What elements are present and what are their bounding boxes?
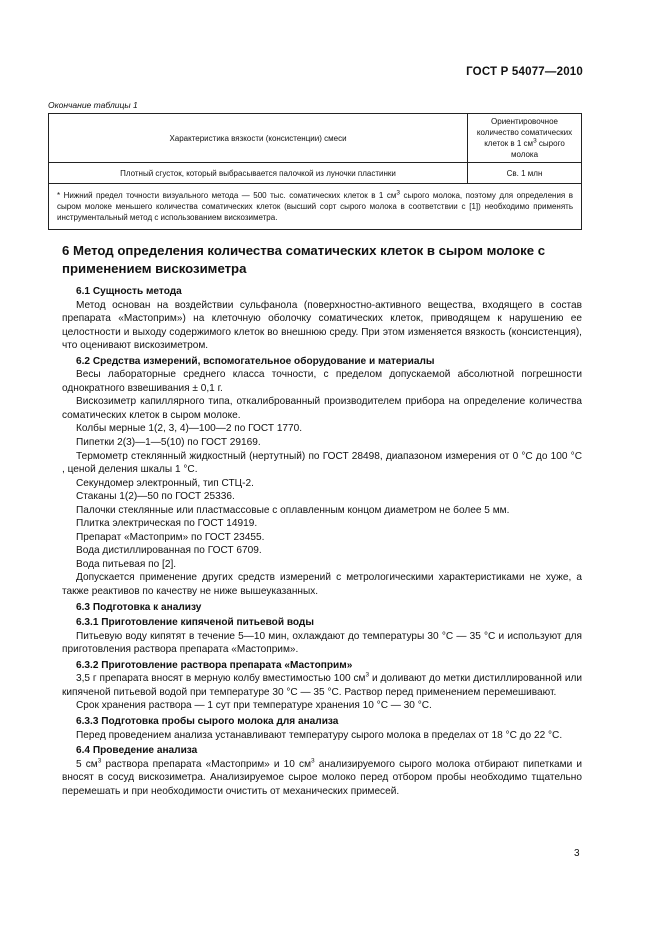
subsection-6-4-title: 6.4 Проведение анализа (76, 745, 198, 757)
analysis-text-a: 5 см (76, 758, 98, 770)
table-header-count (468, 114, 582, 163)
footnote-text-b: сырого молока, поэтому для определения в сыром молоке меньшего количества соматических клеток (высший сорт сырого молока в соответствии с [1]) необходимо применять инструментальный метод с использованием вискозиметра. (57, 191, 573, 222)
subsection-6-3-1-text: Питьевую воду кипятят в течение 5—10 мин, охлаждают до температуры 30 °С — 35 °С и используют для приготовления раствора препарата «Мастоприм». (62, 630, 582, 656)
equipment-item: Плитка электрическая по ГОСТ 14919. (76, 518, 258, 530)
equipment-item: Колбы мерные 1(2, 3, 4)—100—2 по ГОСТ 1770. (76, 423, 303, 435)
header-count-text-2: сырого молока (510, 139, 565, 159)
table-cell-count: Св. 1 млн (468, 163, 582, 184)
standard-header: ГОСТ Р 54077—2010 (466, 66, 583, 78)
subsection-6-2-title: 6.2 Средства измерений, вспомогательное оборудование и материалы (76, 355, 435, 367)
page-number: 3 (574, 848, 580, 859)
equipment-item: Препарат «Мастоприм» по ГОСТ 23455. (76, 531, 265, 543)
equipment-item: Стаканы 1(2)—50 по ГОСТ 25336. (76, 491, 235, 503)
equipment-item: Весы лабораторные среднего класса точности, с пределом допускаемой абсолютной погрешности однократного взвешивания ± 0,1 г. (62, 369, 582, 394)
header-count-exp: 3 (533, 137, 537, 145)
analysis-exp-1: 3 (97, 757, 102, 765)
equipment-item: Вискозиметр капиллярного типа, откалиброванный производителем прибора на определение количества соматических клеток в сыром молоке. (62, 396, 582, 421)
subsection-6-3-2-title: 6.3.2 Приготовление раствора препарата «Мастоприм» (76, 659, 353, 671)
subsection-6-3-2-text (62, 672, 582, 699)
analysis-text-b: раствора препарата «Мастоприм» и 10 см (101, 758, 312, 770)
footnote-text-a: * Нижний предел точности визуального метода — 500 тыс. соматических клеток в 1 см (57, 191, 397, 200)
equipment-item: Вода питьевая по [2]. (76, 558, 177, 570)
subsection-6-3-2-storage: Срок хранения раствора — 1 сут при температуре хранения 10 °С — 30 °С. (76, 700, 432, 712)
subsection-6-3-1-title: 6.3.1 Приготовление кипяченой питьевой воды (76, 617, 314, 629)
prep-text-a: 3,5 г препарата вносят в мерную колбу вместимостью 100 см (76, 673, 366, 685)
equipment-item: Вода дистиллированная по ГОСТ 6709. (76, 545, 262, 557)
subsection-6-1-title: 6.1 Сущность метода (76, 286, 182, 297)
analysis-text-c: анализируемого сырого молока отбирают пипетками и вносят в сосуд вискозиметра. Анализируемое сырое молоко перед отбором пробы необходимо тщательно перемешать и при необходимости очистить от механических примесей. (62, 758, 582, 797)
subsection-6-1-text: Метод основан на воздействии сульфанола (поверхностно-активного вещества, входящего в состав препарата «Мастоприм») на клеточную оболочку соматических клеток, приводящем к нарушению ее целостности и выходу содержимого клеток во внешнюю среду. При этом изменяется вязкость (консистенция), что оценивают вискозиметром. (62, 299, 582, 352)
prep-unit-exp: 3 (365, 671, 370, 679)
table-footnote-row (49, 184, 582, 230)
section-body (62, 285, 582, 798)
subsection-6-4-text (62, 758, 582, 799)
equipment-item: Пипетки 2(3)—1—5(10) по ГОСТ 29169. (76, 437, 261, 449)
section-title: 6 Метод определения количества соматических клеток в сыром молоке с применением вискозиметра (62, 243, 546, 276)
header-count-text: Ориентировочное количество соматических клеток в 1 см (476, 117, 573, 148)
equipment-item: Термометр стеклянный жидкостный (нертутный) по ГОСТ 28498, диапазоном измерения от 0 °С до 100 °С , ценой деления шкалы 1 °С. (62, 450, 582, 476)
table-cell-characteristic: Плотный сгусток, который выбрасывается палочкой из луночки пластинки (49, 163, 468, 184)
table-header-characteristic: Характеристика вязкости (консистенции) смеси (49, 114, 468, 163)
prep-text-b: и доливают до метки дистиллированной или кипяченой питьевой водой при температуре 30 °С — 35 °С. Раствор перед применением перемешивают. (62, 673, 582, 698)
subsection-6-3-3-text: Перед проведением анализа устанавливают температуру сырого молока в пределах от 18 °С до 22 °С. (76, 729, 563, 741)
footnote-exp: 3 (396, 189, 400, 197)
table-header-row (49, 114, 582, 163)
subsection-6-3-title: 6.3 Подготовка к анализу (76, 601, 202, 613)
equipment-note: Допускается применение других средств измерений с метрологическими характеристиками не хуже, а также реактивов по качеству не ниже вышеуказанных. (62, 572, 582, 598)
analysis-exp-2: 3 (311, 757, 315, 765)
subsection-6-3-3-title: 6.3.3 Подготовка пробы сырого молока для анализа (76, 715, 339, 727)
table-footnote (49, 184, 582, 230)
table-row (49, 163, 582, 184)
equipment-item: Палочки стеклянные или пластмассовые с оплавленным концом диаметром не более 5 мм. (76, 504, 510, 516)
viscosity-table (48, 113, 582, 230)
equipment-item: Секундомер электронный, тип СТЦ-2. (76, 477, 254, 489)
table-caption: Окончание таблицы 1 (48, 100, 138, 110)
